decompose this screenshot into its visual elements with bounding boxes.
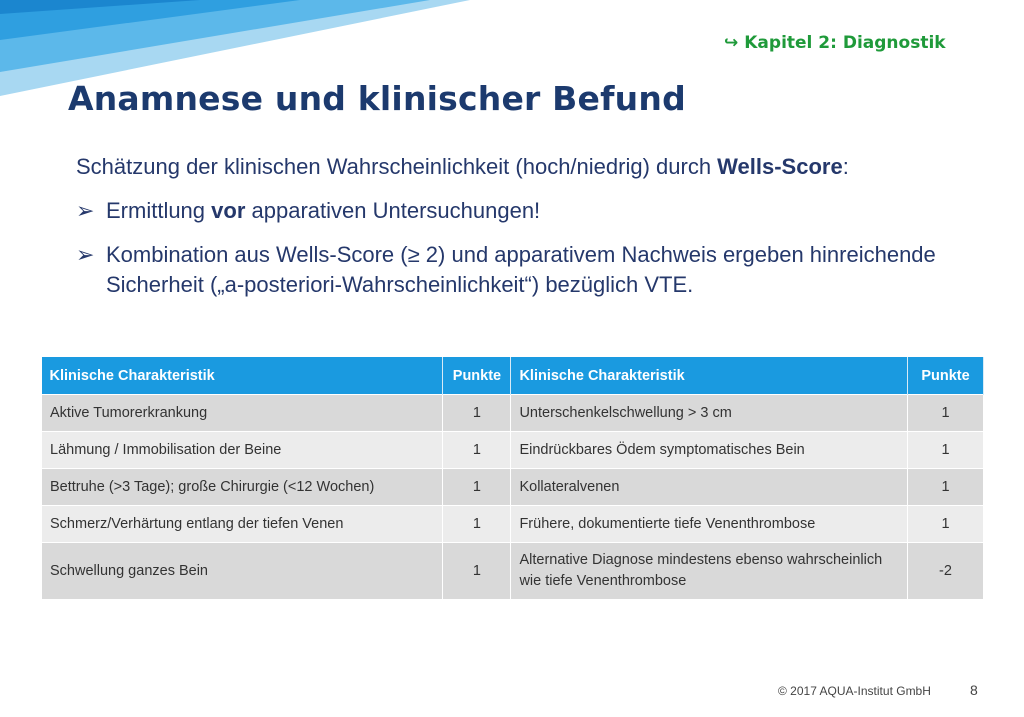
table-cell: Schmerz/Verhärtung entlang der tiefen Venen	[42, 506, 443, 543]
table-row	[42, 432, 984, 469]
table-cell: Frühere, dokumentierte tiefe Venenthrombose	[511, 506, 908, 543]
table-cell: Aktive Tumorerkrankung	[42, 395, 443, 432]
bullet-marker-icon: ➢	[76, 242, 95, 267]
column-header: Punkte	[908, 357, 984, 395]
intro-suffix: :	[842, 154, 849, 179]
table-row	[42, 395, 984, 432]
table-header-row	[42, 357, 984, 395]
bullet-item	[76, 240, 976, 300]
column-header: Klinische Charakteristik	[42, 357, 443, 395]
intro-prefix: Schätzung der klinischen Wahrscheinlichkeit (hoch/niedrig) durch	[76, 154, 718, 179]
table-cell: Bettruhe (>3 Tage); große Chirurgie (<12 Wochen)	[42, 469, 443, 506]
bullet-bold: vor	[211, 198, 246, 223]
bullet-text	[106, 240, 976, 300]
table-cell: 1	[908, 506, 984, 543]
table-cell: 1	[908, 432, 984, 469]
wells-score-table	[41, 357, 984, 600]
table-row	[42, 506, 984, 543]
table-cell: Eindrückbares Ödem symptomatisches Bein	[511, 432, 908, 469]
bullet-suffix: apparativen Untersuchungen!	[245, 198, 541, 223]
page-number: 8	[970, 682, 978, 698]
bullet-text	[106, 196, 976, 226]
bullet-item	[76, 196, 976, 226]
table-cell: 1	[443, 432, 511, 469]
table-row	[42, 469, 984, 506]
slide-body	[76, 152, 976, 314]
column-header: Klinische Charakteristik	[511, 357, 908, 395]
intro-text	[76, 152, 976, 182]
table-cell: 1	[443, 506, 511, 543]
bullet-marker-icon: ➢	[76, 198, 95, 223]
table-cell: 1	[443, 469, 511, 506]
table-cell: 1	[443, 395, 511, 432]
chapter-link[interactable]	[724, 33, 946, 53]
chapter-link-label: Kapitel 2: Diagnostik	[744, 33, 946, 53]
intro-bold: Wells-Score	[717, 154, 843, 179]
table-cell: Alternative Diagnose mindestens ebenso wahrscheinlich wie tiefe Venenthrombose	[511, 543, 908, 600]
arrow-return-icon: ↪	[724, 33, 739, 53]
table-cell: -2	[908, 543, 984, 600]
table-cell: Kollateralvenen	[511, 469, 908, 506]
table-cell: Unterschenkelschwellung > 3 cm	[511, 395, 908, 432]
table-cell: 1	[908, 395, 984, 432]
copyright-notice: © 2017 AQUA-Institut GmbH	[778, 684, 931, 698]
table-cell: Lähmung / Immobilisation der Beine	[42, 432, 443, 469]
bullet-prefix: Ermittlung	[106, 198, 212, 223]
table-cell: Schwellung ganzes Bein	[42, 543, 443, 600]
slide-title: Anamnese und klinischer Befund	[68, 79, 686, 118]
table-cell: 1	[443, 543, 511, 600]
table-row	[42, 543, 984, 600]
bullet-prefix: Kombination aus Wells-Score (≥ 2) und apparativem Nachweis ergeben hinreichende Sicherheit („a-posteriori-Wahrscheinlichkeit“) bezüglich VTE.	[106, 242, 936, 297]
table-cell: 1	[908, 469, 984, 506]
column-header: Punkte	[443, 357, 511, 395]
